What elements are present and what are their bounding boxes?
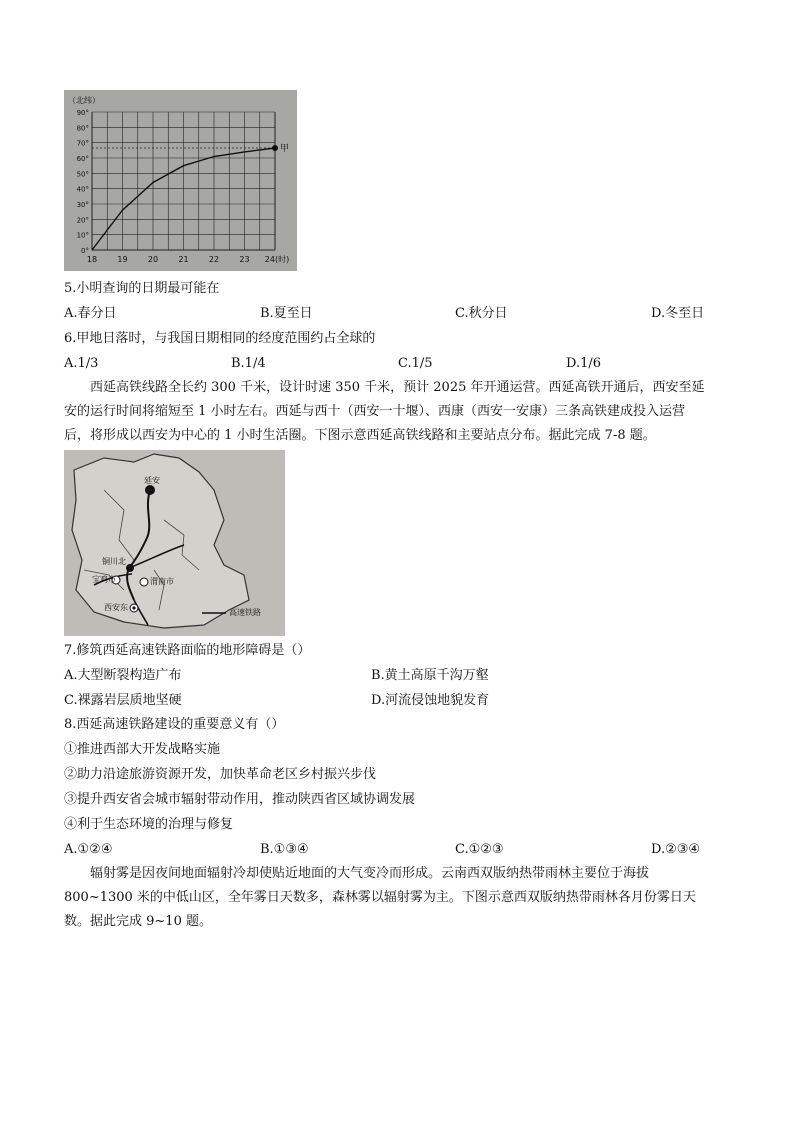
- q5-option-d[interactable]: D.冬至日: [651, 306, 705, 321]
- label-tongchuanbei: 铜川北: [102, 557, 126, 566]
- station-yanan-marker: [145, 485, 155, 495]
- y-tick-label: 30°: [76, 201, 89, 209]
- x-tick-label: 20: [147, 255, 159, 264]
- y-tick-label: 70°: [76, 139, 89, 148]
- station-tongchuanbei-marker: [126, 564, 134, 572]
- q8-item-3: ③提升西安省会城市辐射带动作用，推动陕西省区域协调发展: [64, 792, 416, 807]
- question-5-stem: 5.小明查询的日期最可能在: [64, 281, 220, 296]
- q7-option-c[interactable]: C.裸露岩层质地坚硬: [64, 693, 182, 708]
- passage-9-10-line-3: 数。据此完成 9~10 题。: [64, 914, 212, 929]
- x-tick-label: 19: [117, 255, 128, 264]
- q7-option-d[interactable]: D.河流侵蚀地貌发育: [371, 693, 490, 708]
- q8-option-a[interactable]: A.①②④: [64, 842, 113, 857]
- label-weinan: 渭南市: [150, 577, 174, 586]
- label-baoji: 宝鸡市: [92, 575, 116, 584]
- y-tick-label: 60°: [76, 155, 89, 163]
- passage-7-8: [64, 376, 734, 448]
- q5-option-b[interactable]: B.夏至日: [260, 306, 313, 321]
- station-xiandong-dot: [132, 606, 135, 609]
- label-xiandong: 西安东: [104, 603, 128, 612]
- q6-option-a[interactable]: A.1/3: [64, 356, 99, 371]
- y-tick-label: 50°: [76, 170, 89, 179]
- question-7-stem: 7.修筑西延高速铁路面临的地形障碍是（）: [64, 643, 311, 658]
- x-tick-label: 18: [86, 255, 98, 264]
- chart-svg: [64, 90, 297, 271]
- chart-grid: [92, 112, 275, 250]
- q8-item-1: ①推进西部大开发战略实施: [64, 742, 221, 757]
- y-tick-label: 90°: [76, 109, 89, 117]
- q8-option-d[interactable]: D.②③④: [651, 842, 701, 857]
- point-jia-marker: [272, 145, 278, 151]
- passage-7-8-line-1: 西延高铁线路全长约 300 千米，设计时速 350 千米，预计 2025 年开通运营。西延高铁开通后，西安至延: [90, 380, 705, 395]
- passage-9-10: [64, 862, 734, 934]
- passage-9-10-line-1: 辐射雾是因夜间地面辐射冷却使贴近地面的大气变冷而形成。云南西双版纳热带雨林主要位于海拔: [90, 866, 650, 881]
- x-tick-label: 23: [239, 255, 250, 264]
- station-weinan-marker: [140, 578, 148, 586]
- q6-option-c[interactable]: C.1/5: [398, 356, 433, 371]
- passage-9-10-line-2: 800~1300 米的中低山区，全年雾日天数多，森林雾以辐射雾为主。下图示意西双版纳热带雨林各月份雾日天: [64, 890, 696, 905]
- q7-option-b[interactable]: B.黄土高原千沟万壑: [371, 668, 489, 683]
- q8-option-b[interactable]: B.①③④: [260, 842, 309, 857]
- point-label: 甲: [280, 144, 290, 155]
- legend-label: 高速铁路: [229, 608, 261, 617]
- q5-option-c[interactable]: C.秋分日: [455, 306, 508, 321]
- latitude-sunset-chart: [64, 90, 297, 271]
- x-tick-label: 24(时): [264, 255, 290, 264]
- x-tick-label: 21: [178, 255, 189, 264]
- q5-option-a[interactable]: A.春分日: [64, 306, 117, 321]
- chart-ylabel: （北纬）: [68, 96, 100, 105]
- q8-item-2: ②助力沿途旅游资源开发，加快革命老区乡村振兴步伐: [64, 767, 377, 782]
- railway-map: [64, 450, 285, 636]
- q6-option-b[interactable]: B.1/4: [231, 356, 266, 371]
- label-yanan: 延安: [144, 476, 160, 485]
- q8-option-c[interactable]: C.①②③: [455, 842, 504, 857]
- chart-y-ticks: [77, 109, 89, 255]
- question-8-stem: 8.西延高速铁路建设的重要意义有（）: [64, 717, 285, 732]
- y-tick-label: 10°: [76, 231, 89, 240]
- question-6-stem: 6.甲地日落时，与我国日期相同的经度范围约占全球的: [64, 331, 376, 346]
- q8-item-4: ④利于生态环境的治理与修复: [64, 817, 234, 832]
- x-tick-label: 22: [208, 255, 220, 264]
- chart-x-ticks: [87, 254, 289, 264]
- y-tick-label: 80°: [76, 124, 89, 133]
- passage-7-8-line-3: 后，将形成以西安为中心的 1 小时生活圈。下图示意西延高铁线路和主要站点分布。据此完成 7-8 题。: [64, 428, 656, 443]
- q7-option-a[interactable]: A.大型断裂构造广布: [64, 668, 182, 683]
- y-tick-label: 40°: [76, 185, 89, 194]
- y-tick-label: 20°: [76, 216, 89, 225]
- y-tick-label: 0°: [81, 247, 89, 255]
- q6-option-d[interactable]: D.1/6: [566, 356, 602, 371]
- passage-7-8-line-2: 安的运行时间将缩短至 1 小时左右。西延与西十（西安一十堰）、西康（西安一安康）三条高铁建成投入运营: [64, 404, 686, 419]
